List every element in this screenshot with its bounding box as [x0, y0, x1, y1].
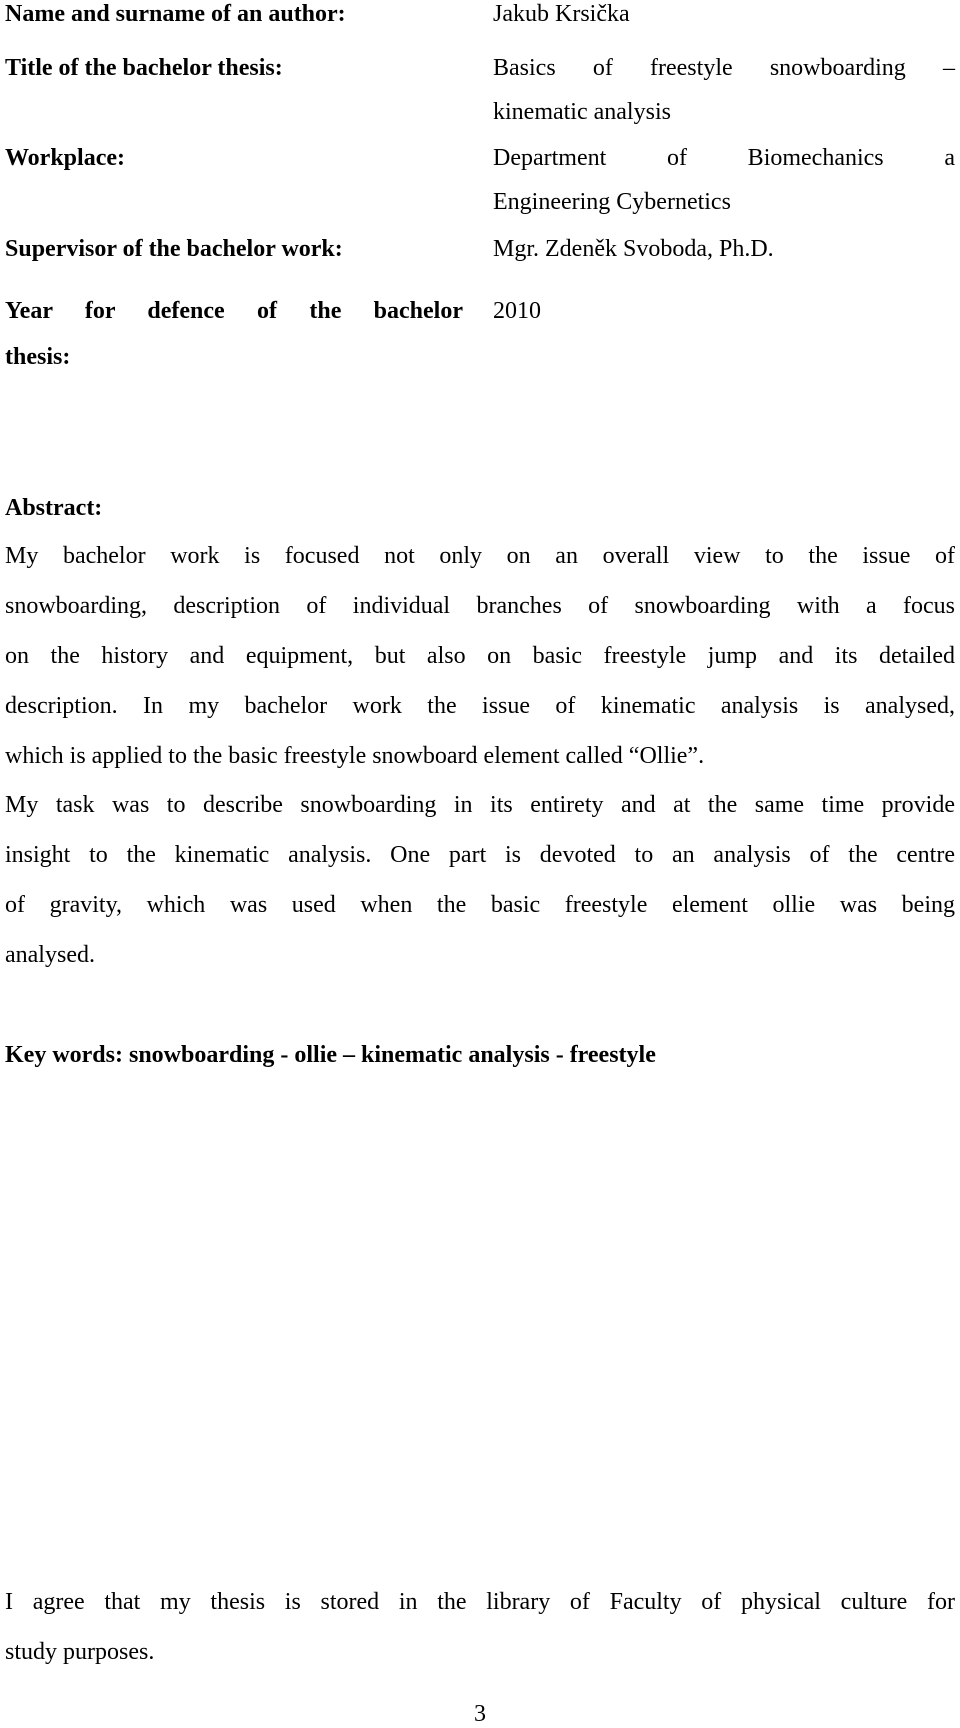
abstract-line: snowboarding, description of individual branches of snowboarding with a focus — [5, 593, 955, 619]
author-value: Jakub Krsička — [493, 1, 630, 27]
abstract-line: insight to the kinematic analysis. One part is devoted to an analysis of the centre — [5, 842, 955, 868]
supervisor-value: Mgr. Zdeněk Svoboda, Ph.D. — [493, 236, 774, 262]
agreement-line-1: I agree that my thesis is stored in the library of Faculty of physical culture for — [5, 1589, 955, 1615]
author-label: Name and surname of an author: — [5, 1, 346, 27]
keywords: Key words: snowboarding - ollie – kinematic analysis - freestyle — [5, 1042, 656, 1068]
abstract-line: My task was to describe snowboarding in its entirety and at the same time provide — [5, 792, 955, 818]
abstract-line: My bachelor work is focused not only on an overall view to the issue of — [5, 543, 955, 569]
title-label: Title of the bachelor thesis: — [5, 55, 283, 81]
title-value-line-2: kinematic analysis — [493, 99, 671, 125]
page-number: 3 — [474, 1701, 486, 1727]
abstract-line: analysed. — [5, 942, 95, 968]
abstract-line: which is applied to the basic freestyle snowboard element called “Ollie”. — [5, 743, 705, 769]
abstract-line: on the history and equipment, but also on basic freestyle jump and its detailed — [5, 643, 955, 669]
abstract-line: description. In my bachelor work the issue of kinematic analysis is analysed, — [5, 693, 955, 719]
year-label-line-1: Year for defence of the bachelor — [5, 298, 463, 324]
supervisor-label: Supervisor of the bachelor work: — [5, 236, 343, 262]
workplace-label: Workplace: — [5, 145, 125, 171]
title-value-line-1: Basics of freestyle snowboarding – — [493, 55, 955, 81]
agreement-line-2: study purposes. — [5, 1639, 155, 1665]
abstract-heading: Abstract: — [5, 495, 103, 521]
workplace-value-line-1: Department of Biomechanics a — [493, 145, 955, 171]
year-value: 2010 — [493, 298, 541, 324]
year-label-line-2: thesis: — [5, 344, 71, 370]
abstract-line: of gravity, which was used when the basic freestyle element ollie was being — [5, 892, 955, 918]
workplace-value-line-2: Engineering Cybernetics — [493, 189, 731, 215]
